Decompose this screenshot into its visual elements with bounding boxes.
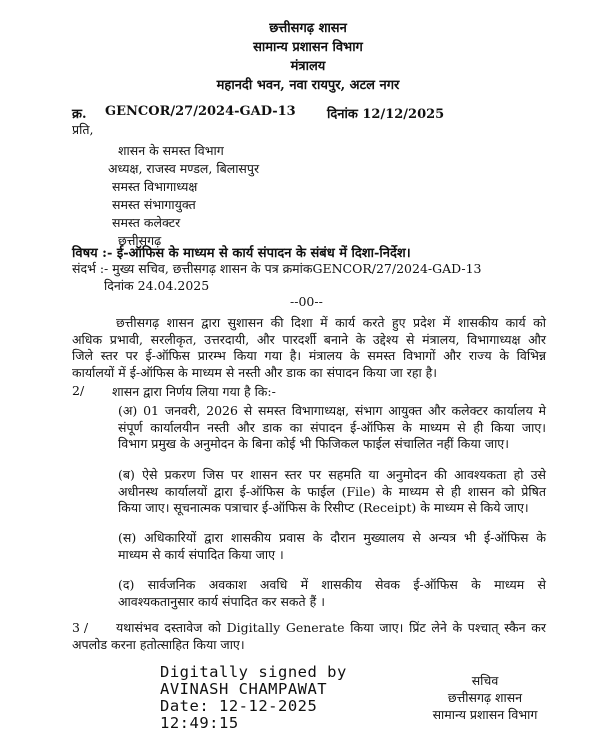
clause-line: आवश्यकतानुसार कार्य संपादित कर सकते हैं ।: [118, 593, 325, 609]
reference-date: दिनांक 24.04.2025: [104, 278, 210, 293]
clause-d: [118, 577, 546, 610]
header-line-ministry: मंत्रालय: [290, 59, 326, 74]
reference-line: संदर्भ :- मुख्य सचिव, छत्तीसगढ़ शासन के पत्र क्रमांकGENCOR/27/2024-GAD-13: [72, 261, 482, 276]
paragraph-line: छत्तीसगढ़ शासन द्वारा सुशासन की दिशा में कार्य करते हुए प्रदेश में शासकीय कार्य को: [116, 315, 546, 330]
recipient: अध्यक्ष, राजस्व मण्डल, बिलासपुर: [108, 161, 260, 176]
paragraph-line: यथासंभव दस्तावेज को Digitally Generate किया जाए। प्रिंट लेने के पश्चात् स्कैन कर: [116, 620, 546, 635]
paragraph-line: कार्यालयों में ई-ऑफिस के माध्यम से नस्ती और डाक का संपादन किया जा रहा है।: [72, 364, 438, 380]
clause-line: विभाग प्रमुख के अनुमोदन के बिना कोई भी फिजिकल फाईल संचालित नहीं किया जाए।: [118, 436, 509, 451]
ref-date: दिनांक 12/12/2025: [327, 107, 445, 122]
digital-signature-line: AVINASH CHAMPAWAT: [160, 680, 328, 698]
clause-line: संपूर्ण कार्यालयीन नस्ती और डाक का संपादन ई-ऑफिस के माध्यम से ही किया जाए।: [118, 419, 546, 435]
recipient: समस्त कलेक्टर: [112, 215, 181, 230]
signatory-department: सामान्य प्रशासन विभाग: [432, 707, 538, 722]
to-label: प्रति,: [72, 122, 94, 137]
section-3-text: [72, 620, 546, 653]
digital-signature-line: 12:49:15: [160, 714, 239, 732]
intro-paragraph: [72, 315, 546, 381]
digital-signature-line: Date: 12-12-2025: [160, 697, 318, 715]
clause-a: [118, 403, 546, 453]
header-line-department: सामान्य प्रशासन विभाग: [253, 40, 363, 55]
clause-b: [118, 467, 546, 517]
clause-line: (अ) 01 जनवरी, 2026 से समस्त विभागाध्यक्ष, संभाग आयुक्त और कलेक्टर कार्यालय मे: [118, 403, 546, 418]
recipient: समस्त संभागायुक्त: [112, 197, 196, 212]
clause-line: अधीनस्थ कार्यालयों द्वारा ई-ऑफिस के फाईल (File) के माध्यम से ही शासन को प्रेषित: [118, 483, 546, 499]
header-line-state: छत्तीसगढ़ शासन: [269, 21, 347, 36]
clause-line: (ब) ऐसे प्रकरण जिस पर शासन स्तर पर सहमति या अनुमोदन की आवश्यकता हो उसे: [118, 467, 546, 482]
recipient: शासन के समस्त विभाग: [118, 143, 224, 158]
separator: --00--: [290, 294, 323, 309]
signatory-government: छत्तीसगढ़ शासन: [447, 690, 523, 705]
header-line-address: महानदी भवन, नवा रायपुर, अटल नगर: [216, 78, 400, 93]
digital-signature-line: Digitally signed by: [160, 663, 347, 681]
recipient: समस्त विभागाध्यक्ष: [112, 179, 198, 194]
ref-number: GENCOR/27/2024-GAD-13: [105, 104, 296, 119]
ref-label: क्र.: [72, 107, 87, 122]
section-2-intro: शासन द्वारा निर्णय लिया गया है कि:-: [112, 384, 276, 399]
clause-line: माध्यम से कार्य संपादित किया जाए ।: [118, 546, 284, 562]
clause-line: (स) अधिकारियों द्वारा शासकीय प्रवास के दौरान मुख्यालय से अन्यत्र भी ई-ऑफिस के: [118, 530, 546, 545]
recipient: छत्तीसगढ़: [118, 233, 162, 248]
clause-line: (द) सार्वजनिक अवकाश अवधि में शासकीय सेवक ई-ऑफिस के माध्यम से: [118, 577, 546, 592]
section-2-number: 2/: [72, 383, 85, 398]
clause-line: किया जाए। सूचनात्मक पत्राचार ई-ऑफिस के रिसीप्ट (Receipt) के माध्यम से किये जाए।: [118, 500, 529, 515]
paragraph-line: जिले स्तर पर ई-ऑफिस प्रारम्भ किया गया है। मंत्रालय के समस्त विभागों और राज्य के विभिन्न: [72, 348, 546, 363]
clause-c: [118, 530, 546, 563]
subject-line: विषय :- ई-ऑफिस के माध्यम से कार्य संपादन के संबंध में दिशा-निर्देश।: [72, 246, 411, 261]
signatory-title: सचिव: [471, 673, 499, 688]
paragraph-line: अपलोड करना हतोत्साहित किया जाए।: [72, 636, 245, 652]
paragraph-line: अधिक प्रभावी, सरलीकृत, उत्तरदायी, और पारदर्शी बनाने के उद्देश्य से मंत्रालय, विभागाध्यक्ष और: [72, 331, 546, 347]
section-3-number: 3 /: [72, 620, 89, 635]
